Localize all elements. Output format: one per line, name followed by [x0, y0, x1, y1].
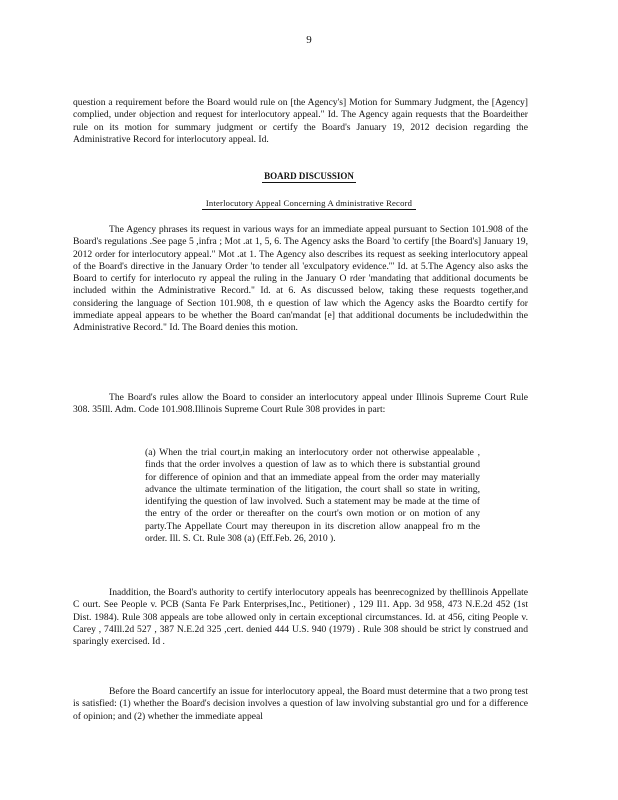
section-heading-text: BOARD DISCUSSION — [264, 171, 354, 181]
page-number: 9 — [306, 34, 312, 46]
paragraph-board-rules: The Board's rules allow the Board to consider an interlocutory appeal under Illinois Supreme Court Rule 308. 35Ill. Adm. Code 101.908.Illinois Supreme Court Rule 308 provides in part: — [73, 392, 528, 416]
block-quote-rule-308: (a) When the trial court,in making an interlocutory order not otherwise appealable , finds that the order involves a question of law as to which there is substantial ground for difference of opinion and that an immediate appeal from the order may materially advance the ultimate termination of the litigation, the court shall so state in writing, identifying the question of law involved. Such a statement may be made at the time of the entry of the order or thereafter on the court's own motion or on motion of any party.The Appellate Court may thereupon in its discretion allow anappeal fro m the order. Ill. S. Ct. Rule 308 (a) (Eff.Feb. 26, 2010 ). — [145, 447, 480, 545]
section-heading — [0, 171, 618, 183]
subsection-heading — [0, 198, 618, 210]
paragraph-two-prong-test: Before the Board cancertify an issue for interlocutory appeal, the Board must determine that a two prong test is satisfied: (1) whether the Board's decision involves a question of law involving substantial gro und for a difference of opinion; and (2) whether the immediate appeal — [73, 686, 528, 722]
subsection-heading-text: Interlocutory Appeal Concerning A dministrative Record — [202, 198, 416, 210]
paragraph-agency-request: question a requirement before the Board would rule on [the Agency's] Motion for Summary Judgment, the [Agency] complied, under objection and request for interlocutory appeal." Id. The Agency again requests that the Boardeither rule on its motion for summary judgment or certify the Board's January 19, 2012 decision regarding the Administrative Record for interlocutory appeal. Id. — [73, 97, 528, 145]
paragraph-appellate-authority: Inaddition, the Board's authority to certify interlocutory appeals has beenrecognized by theIllinois Appellate C ourt. See People v. PCB (Santa Fe Park Enterprises,Inc., Petitioner) , 129 Il1. App. 3d 958, 473 N.E.2d 452 (1st Dist. 1984). Rule 308 appeals are tobe allowed only in certain exceptional circumstances. Id. at 456, citing People v. Carey , 74Ill.2d 527 , 387 N.E.2d 325 ,cert. denied 444 U.S. 940 (1979) . Rule 308 should be strict ly construed and sparingly exercised. Id . — [73, 587, 528, 648]
paragraph-agency-phrasing: The Agency phrases its request in various ways for an immediate appeal pursuant to Section 101.908 of the Board's regulations .See page 5 ,infra ; Mot .at 1, 5, 6. The Agency asks the Board 'to certify [the Board's] January 19, 2012 order for interlocutory appeal." Mot .at 1. The Agency also describes its request as seeking interlocutory appeal of the Board's directive in the January Order 'to tender all 'exculpatory evidence.'" Id. at 5.The Agency also asks the Board to certify for interlocuto ry appeal the ruling in the January O rder 'mandating that additional documents be included within the Administrative Record." Id. at 6. As discussed below, taking these requests together,and considering the language of Section 101.908, th e question of law which the Agency asks the Boardto certify for immediate appeal appears to be whether the Board can'mandat [e] that additional documents be includedwithin the Administrative Record." Id. The Board denies this motion. — [73, 224, 528, 334]
